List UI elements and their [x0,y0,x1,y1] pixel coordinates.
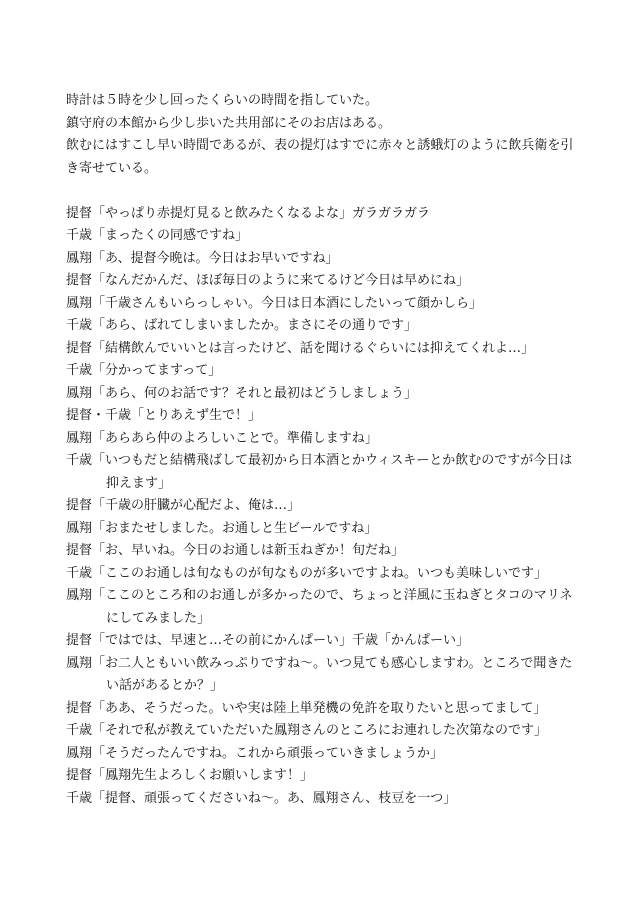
dialogue-line: 鳳翔「そうだったんですね。これから頑張っていきましょうか」 [66,745,444,761]
dialogue-line: 鳳翔「お二人ともいい飲みっぷりですね〜。いつ見ても感心しますわ。ところで聞きたい話があるとか？」 [66,655,573,693]
dialogue-line: 提督「千歳の肝臓が心配だよ、俺は…」 [66,498,301,513]
dialogue-line: 千歳「それで私が教えていただいた鳳翔さんのところにお連れした次第なのです」 [66,723,548,738]
dialogue-line: 提督「ではでは、早速と…その前にかんぱーい」千歳「かんぱーい」 [66,633,470,648]
dialogue-line: 鳳翔「おまたせしました。お通しと生ビールですね」 [66,520,378,536]
dialogue-line: 千歳「まったくの同感ですね」 [66,228,249,243]
dialogue-section [66,203,578,811]
dialogue-line: 千歳「分かってますって」 [66,363,222,378]
dialogue-line: 提督「なんだかんだ、ほぼ毎日のように来てるけど今日は早めにね」 [66,273,470,288]
dialogue-line: 提督「結構飲んでいいとは言ったけど、話を聞けるぐらいには抑えてくれよ…」 [66,340,535,356]
narration-line: 時計は５時を少し回ったくらいの時間を指していた。 [66,93,379,108]
dialogue-line: 提督「ああ、そうだった。いや実は陸上単発機の免許を取りたいと思ってまして」 [66,700,547,716]
paragraph-spacer [66,180,578,203]
dialogue-line: 提督「やっぱり赤提灯見ると飲みたくなるよな」ガラガラガラ [66,205,431,221]
dialogue-line: 鳳翔「あ、提督今晩は。今日はお早いですね」 [66,250,339,266]
narration-line: 飲むにはすこし早い時間であるが、表の提灯はすでに赤々と誘蛾灯のように飲兵衛を引き寄せている。 [66,138,574,176]
dialogue-line: 鳳翔「あらあら仲のよろしいことで。準備しますね」 [66,430,378,446]
dialogue-line: 千歳「いつもだと結構飛ばして最初から日本酒とかウィスキーとか飲むのですが今日は抑えます」 [66,453,573,491]
dialogue-line: 千歳「あら、ばれてしまいましたか。まさにその通りです」 [66,318,418,333]
narration-line: 鎮守府の本館から少し歩いた共用部にそのお店はある。 [66,115,392,131]
dialogue-line: 千歳「提督、頑張ってくださいね〜。あ、鳳翔さん、枝豆を一つ」 [66,790,457,806]
dialogue-line: 千歳「ここのお通しは旬なものが旬なものが多いですよね。いつも美味しいです」 [66,565,548,581]
dialogue-line: 提督「お、早いね。今日のお通しは新玉ねぎか！旬だね」 [66,543,405,558]
dialogue-line: 提督・千歳「とりあえず生で！」 [66,408,262,423]
dialogue-line: 鳳翔「あら、何のお話です？それと最初はどうしましょう」 [66,385,418,401]
dialogue-line: 鳳翔「千歳さんもいらっしゃい。今日は日本酒にしたいって顔かしら」 [66,295,483,311]
dialogue-line: 鳳翔「ここのところ和のお通しが多かったので、ちょっと洋風に玉ねぎとタコのマリネにしてみました」 [66,588,573,626]
story-text [66,90,578,810]
dialogue-line: 提督「鳳翔先生よろしくお願いします！」 [66,768,314,783]
narration-paragraph [66,90,578,180]
